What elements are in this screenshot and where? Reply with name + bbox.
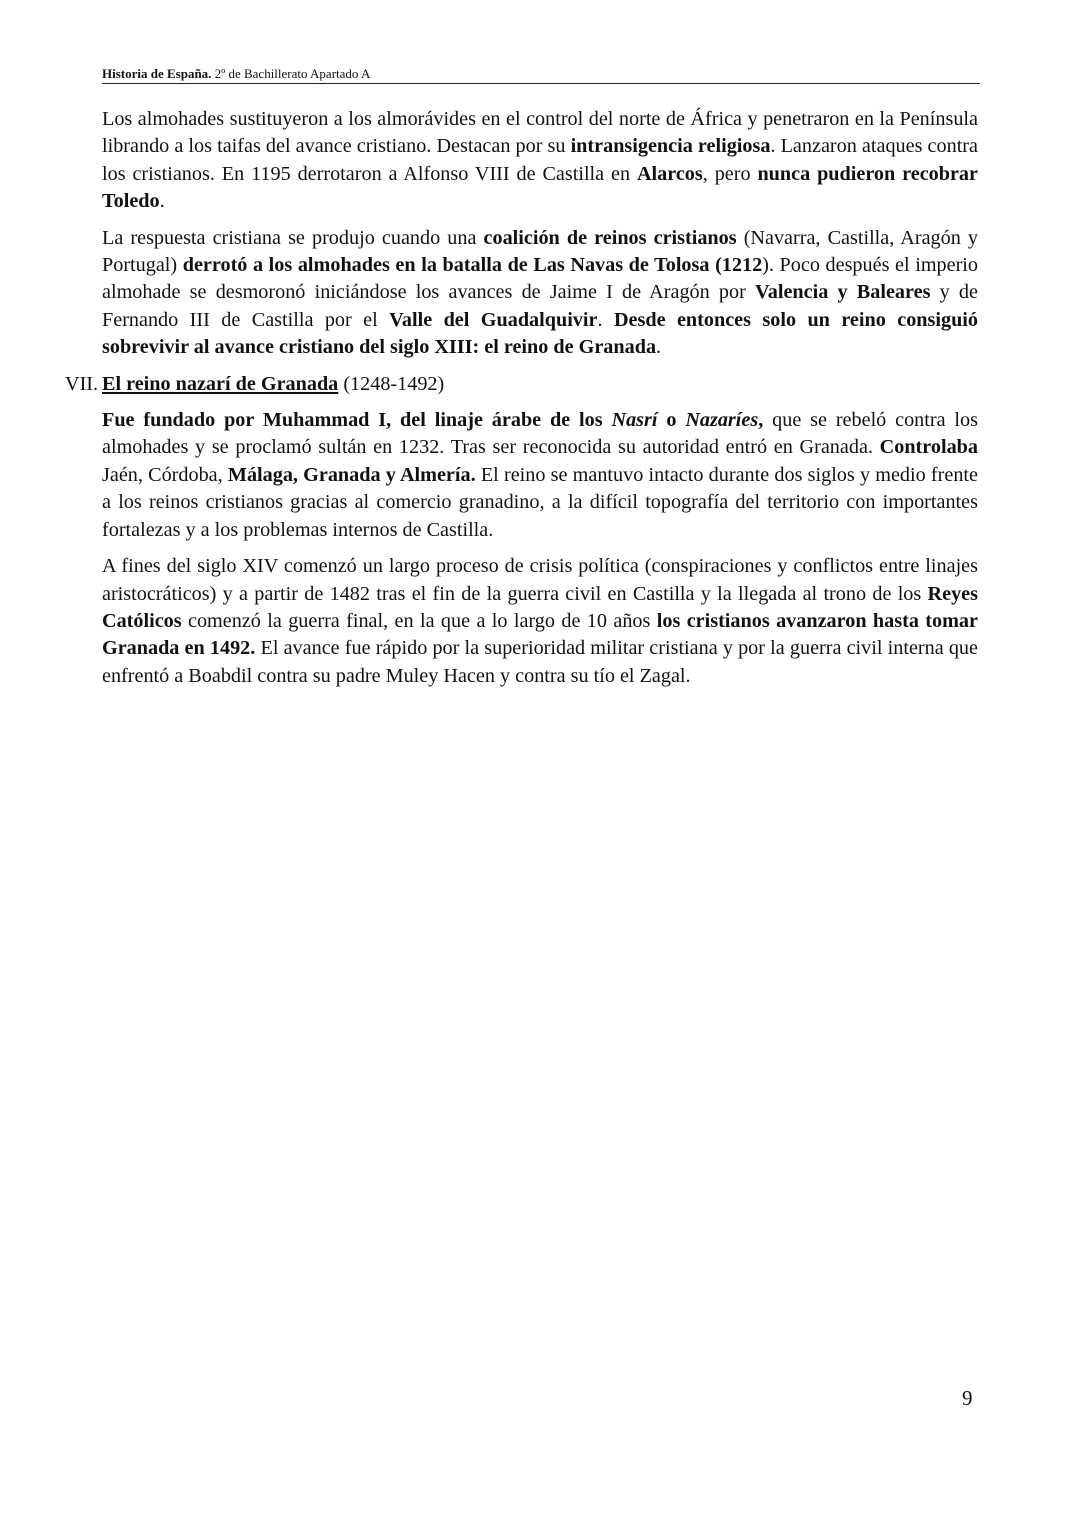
- paragraph-nazari-founding: [102, 407, 978, 544]
- bold-text: los cristianos avanzaron hasta tomar Granada en 1492.: [102, 609, 978, 660]
- paragraph-christian-response: [102, 225, 978, 362]
- bold-text: Valle del Guadalquivir: [389, 308, 598, 331]
- bold-text: Fue fundado por Muhammad I, del linaje árabe de los: [102, 409, 612, 432]
- bold-italic-text: Nazaríes: [685, 409, 759, 432]
- document-body: [65, 106, 979, 699]
- bold-italic-text: Nasrí: [611, 409, 658, 432]
- bold-text: Controlaba: [879, 436, 978, 459]
- text: Los almohades sustituyeron a los almorávides en el control del norte de África y penetraron en la Península librando a los taifas del avance cristiano. Destacan por su: [102, 108, 978, 158]
- page-header: [102, 66, 980, 84]
- paragraph-granada-fall: [102, 553, 978, 690]
- text: .: [159, 190, 165, 213]
- text: A fines del siglo XIV comenzó un largo proceso de crisis política (conspiraciones y conflictos entre linajes aristocráticos) y a partir de 1482 tras el fin de la guerra civil en Castilla y la llegada al trono de los: [102, 555, 978, 605]
- section-number: VII.: [65, 372, 99, 395]
- bold-text: intransigencia religiosa: [570, 135, 771, 158]
- bold-text: Desde entonces solo un reino consiguió sobrevivir al avance cristiano del siglo XIII: el reino de Granada: [102, 308, 979, 359]
- bold-text: o: [657, 409, 686, 432]
- section-dates: (1248-1492): [338, 372, 445, 395]
- page-number: 9: [962, 1386, 973, 1410]
- section-heading: [65, 371, 978, 398]
- text: , pero: [702, 162, 758, 185]
- bold-text: Valencia y Baleares: [755, 281, 931, 304]
- text: que se rebeló contra los almohades y se proclamó sultán en 1232. Tras ser reconocida su autoridad entró en Granada.: [102, 409, 978, 459]
- header-title-bold: Historia de España.: [102, 66, 212, 81]
- section-title: El reino nazarí de Granada: [102, 372, 339, 395]
- bold-text: Málaga, Granada y Almería.: [227, 463, 476, 486]
- bold-text: derrotó a los almohades en la batalla de Las Navas de Tolosa (1212: [182, 254, 763, 277]
- bold-text: ,: [758, 409, 764, 432]
- text: ). Poco después el imperio almohade se desmoronó iniciándose los avances de Jaime I de Aragón por: [102, 254, 978, 304]
- bold-text: Reyes Católicos: [102, 582, 978, 632]
- text: Jaén, Córdoba,: [102, 463, 228, 486]
- bold-text: Alarcos: [636, 162, 703, 185]
- text: El avance fue rápido por la superioridad militar cristiana y por la guerra civil interna que enfrentó a Boabdil contra su padre Muley Hacen y contra su tío el Zagal.: [102, 637, 978, 687]
- text: La respuesta cristiana se produjo cuando una: [102, 226, 484, 249]
- text: .: [597, 308, 614, 331]
- text: y de Fernando III de Castilla por el: [102, 281, 978, 331]
- text: (Navarra, Castilla, Aragón y Portugal): [102, 226, 979, 277]
- paragraph-almohades: [102, 106, 978, 216]
- text: comenzó la guerra final, en la que a lo largo de 10 años: [181, 609, 657, 632]
- text: .: [656, 336, 662, 359]
- bold-text: nunca pudieron recobrar Toledo: [102, 162, 978, 213]
- text: El reino se mantuvo intacto durante dos siglos y medio frente a los reinos cristianos gracias al comercio granadino, a la difícil topografía del territorio con importantes fortalezas y a los problemas internos de Castilla.: [102, 463, 978, 541]
- header-title-rest: 2º de Bachillerato Apartado A: [211, 66, 371, 81]
- text: . Lanzaron ataques contra los cristianos. En 1195 derrotaron a Alfonso VIII de Castilla en: [102, 135, 978, 185]
- bold-text: coalición de reinos cristianos: [483, 226, 737, 249]
